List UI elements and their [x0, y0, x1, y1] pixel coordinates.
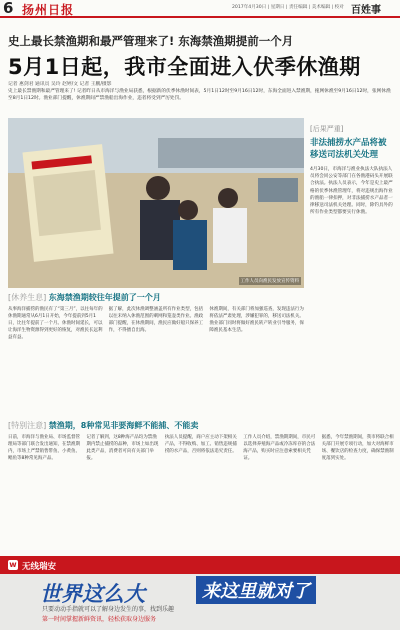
- section-1-heading: [8, 292, 304, 303]
- page-number: 6: [3, 0, 14, 17]
- ad-brand: 无线瑞安: [22, 562, 57, 572]
- section-2-col-5: 据悉，今年禁渔期间，我市将联合相关部门开展专项行动，加大对海鲜市场、餐饮店的检查力度，确保禁渔制度落到实处。: [321, 435, 394, 462]
- section-2-col-3: 执法人员提醒，商户应主动下架相关产品，不得收购、加工、销售违规捕捞的水产品，否则将依法追究责任。: [164, 435, 237, 455]
- sidebar-title: 非法捕捞水产品将被移送司法机关处理: [310, 138, 387, 160]
- article-lead: 史上最长禁渔期和最严管理来了! 记者昨日从市海洋与渔业局获悉，根据新的伏季休渔时间表，5月1日12时至9月16日12时，东海全面进入禁渔期，拖网休渔至9月16日12时，张网休渔至8月1日12时。渔业部门提醒，休渔期间严禁渔船出海作业，违者将受到严厉处罚。: [8, 89, 391, 101]
- section-1-col-2: 据了解，此次休渔调整涵盖所有作业类型，包括以往未纳入休渔范围的刺网和笼壶类作业。渔政部门提醒，在休渔期间，渔民应做好船只保养工作，不得擅自出海。: [108, 307, 204, 334]
- ad-slogan-2: 来这里就对了: [196, 576, 316, 604]
- sidebar-body: 4月30日，市海洋与渔业执法大队执法人员将会同公安等部门在各渔港码头开展联合执法。执法人员表示，今年是史上最严格的伏季休渔管理年，将对违规出海作业的渔船一律扣押，对非法捕捞水产品者一律移送司法机关处理。同时，除钓具外的所有作业类型都要实行休渔。: [310, 167, 393, 216]
- sidebar-article: [310, 124, 394, 216]
- section-2-col-2: 记者了解到，这8种海产品均为禁渔期内禁止捕捞的品种，市场上如出现此类产品，消费者可向有关部门举报。: [86, 435, 159, 462]
- section-1-col-1: 从事海洋捕捞的渔民有了“第三月”，以往每年的休渔期通常从6月1日开始，今年提前到5月1日，比往年提前了一个月。休渔时间延长，可以让海洋生物资源得到更好的恢复，对渔民长远利益有益。: [8, 307, 103, 341]
- section-2-col-4: 工作人员介绍，禁渔期期间，市民可以选择养殖海产品或冷冻库存的合法海产品，购买时应注意索要相关凭证。: [243, 435, 316, 462]
- masthead-meta: 2017年4月30日 | 星期日 | 责任编辑 | 美术编辑 | 校对: [232, 5, 344, 10]
- section-1-title: 东海禁渔期较往年提前了一个月: [48, 293, 161, 302]
- ad-logo-icon: w: [9, 560, 17, 569]
- section-2-col-1: 日前，市海洋与渔业局、市场监督管理局等部门联合发出通知，在禁渔期内，市场上严禁销售带鱼、小黄鱼、鲳鱼等8种常见海产品。: [8, 435, 80, 462]
- section-2-columns: [8, 434, 394, 550]
- article-kicker: 史上最长禁渔期和最严管理来了! 东海禁渔期提前一个月: [8, 34, 294, 48]
- section-2-title: 禁渔期，8种常见非要海鲜不能捕、不能卖: [48, 421, 199, 430]
- photo-illustration: [8, 118, 304, 288]
- section-1-columns: [8, 306, 304, 416]
- ad-slogan-1: 世界这么大: [40, 582, 145, 606]
- newspaper-logo: 扬州日报: [22, 3, 75, 17]
- sidebar-tag: [后果严重]: [310, 125, 344, 133]
- article-byline: 记者 惠剑君 通讯员 吴玲 赵婷/文 记者 王鹏/摄影: [8, 82, 112, 87]
- advertisement-banner[interactable]: [0, 556, 400, 630]
- section-1-tag: [休养生息]: [8, 293, 47, 302]
- section-2-heading: [8, 420, 304, 431]
- article-headline: 5月1日起，我市全面进入伏季休渔期: [8, 55, 361, 79]
- article-photo: [8, 118, 304, 288]
- masthead: [0, 0, 400, 18]
- section-name: 百姓事: [351, 5, 381, 16]
- section-1-col-3: 休渔期间，有关部门将加强巡查，发现违法行为将依法严肃处理，涉嫌犯罪的，移送司法机关。渔业部门同时将做好渔民转产转业引导服务，保障渔民基本生活。: [209, 307, 304, 334]
- ad-band: [0, 556, 400, 574]
- ad-line-2: 第一时间掌握新鲜资讯，轻松获取身边服务: [42, 616, 157, 623]
- section-2-tag: [特别注意]: [8, 421, 47, 430]
- ad-line-1: 只要动动手指就可以了解身边发生的事，找到乐趣: [42, 606, 175, 613]
- photo-caption: 工作人员向渔民发放宣传资料: [240, 279, 299, 284]
